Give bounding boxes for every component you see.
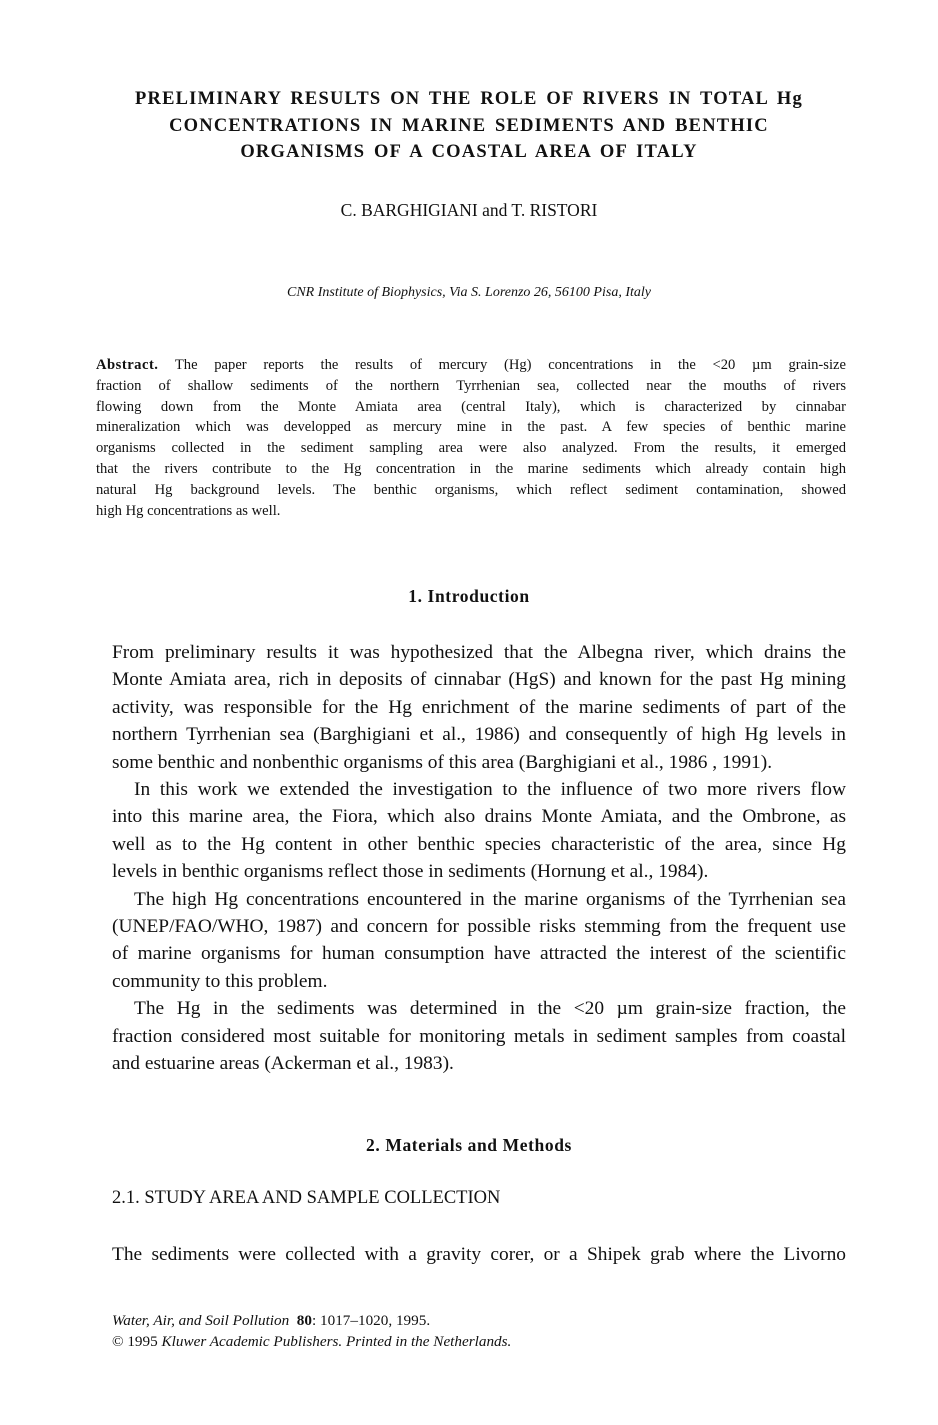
subsection-heading: 2.1. STUDY AREA AND SAMPLE COLLECTION (112, 1188, 501, 1208)
text-line: that the rivers contribute to the Hg concentration in the marine sediments which already contain high (96, 460, 846, 477)
introduction-body (112, 639, 846, 1078)
text-line: well as to the Hg content in other benthic species characteristic of the area, since Hg (112, 833, 846, 855)
section-heading-methods: 2. Materials and Methods (366, 1135, 572, 1155)
journal-citation (112, 1310, 511, 1331)
text-line: The Hg in the sediments was determined in the <20 µm grain-size fraction, the (134, 998, 846, 1020)
text-line: northern Tyrrhenian sea (Barghigiani et al., 1986) and consequently of high Hg levels in (112, 724, 846, 746)
methods-body (112, 1241, 846, 1268)
text-line (96, 355, 846, 376)
authors: C. BARGHIGIANI and T. RISTORI (340, 200, 598, 220)
title-line: ORGANISMS OF A COASTAL AREA OF ITALY (240, 142, 698, 163)
text-line: into this marine area, the Fiora, which also drains Monte Amiata, and the Ombrone, as (112, 806, 846, 828)
journal-name: Water, Air, and Soil Pollution (112, 1312, 290, 1329)
abstract (96, 355, 846, 521)
text-line: The high Hg concentrations encountered in the marine organisms of the Tyrrhenian sea (134, 888, 846, 910)
text-line: Monte Amiata area, rich in deposits of cinnabar (HgS) and known for the past Hg mining (112, 669, 846, 691)
text-line: high Hg concentrations as well. (96, 502, 281, 519)
text-line: mineralization which was developped as mercury mine in the past. A few species of benthic marine (96, 419, 846, 436)
affiliation: CNR Institute of Biophysics, Via S. Lorenzo 26, 56100 Pisa, Italy (287, 285, 651, 300)
text-line: and estuarine areas (Ackerman et al., 1983). (112, 1053, 454, 1075)
abstract-label: Abstract. (96, 357, 159, 373)
publisher: Kluwer Academic Publishers. Printed in the Netherlands. (161, 1333, 512, 1350)
title-line: CONCENTRATIONS IN MARINE SEDIMENTS AND BENTHIC (169, 115, 769, 136)
text-line: fraction of shallow sediments of the northern Tyrrhenian sea, collected near the mouths of rivers (96, 377, 846, 394)
pages-year: : 1017–1020, 1995. (311, 1312, 431, 1329)
citation-footer (112, 1310, 511, 1352)
section-heading-introduction: 1. Introduction (408, 586, 530, 606)
text-line: levels in benthic organisms reflect those in sediments (Hornung et al., 1984). (112, 861, 709, 883)
abstract-text: The paper reports the results of mercury (Hg) concentrations in the <20 µm grain-size (158, 357, 846, 373)
volume: 80 (296, 1312, 312, 1329)
title-line: PRELIMINARY RESULTS ON THE ROLE OF RIVERS IN TOTAL Hg (135, 89, 803, 109)
text-line: The sediments were collected with a gravity corer, or a Shipek grab where the Livorno (112, 1244, 846, 1265)
text-line: fraction considered most suitable for monitoring metals in sediment samples from coastal (112, 1025, 846, 1047)
text-line: some benthic and nonbenthic organisms of this area (Barghigiani et al., 1986 , 1991). (112, 751, 773, 773)
text-line: (UNEP/FAO/WHO, 1987) and concern for possible risks stemming from the frequent use (112, 916, 846, 938)
text-line: organisms collected in the sediment sampling area were also analyzed. From the results, it emerged (96, 440, 846, 457)
paper-title (60, 86, 878, 166)
copyright-line (112, 1331, 511, 1352)
text-line: activity, was responsible for the Hg enrichment of the marine sediments of part of the (112, 696, 846, 718)
text-line: From preliminary results it was hypothesized that the Albegna river, which drains the (112, 642, 846, 663)
text-line: In this work we extended the investigation to the influence of two more rivers flow (134, 779, 846, 801)
text-line: community to this problem. (112, 970, 328, 992)
copyright: © 1995 (112, 1333, 158, 1350)
text-line: of marine organisms for human consumption have attracted the interest of the scientific (112, 943, 846, 965)
text-line: flowing down from the Monte Amiata area (central Italy), which is characterized by cinnabar (96, 398, 846, 415)
text-line: natural Hg background levels. The benthic organisms, which reflect sediment contamination, showed (96, 481, 846, 498)
